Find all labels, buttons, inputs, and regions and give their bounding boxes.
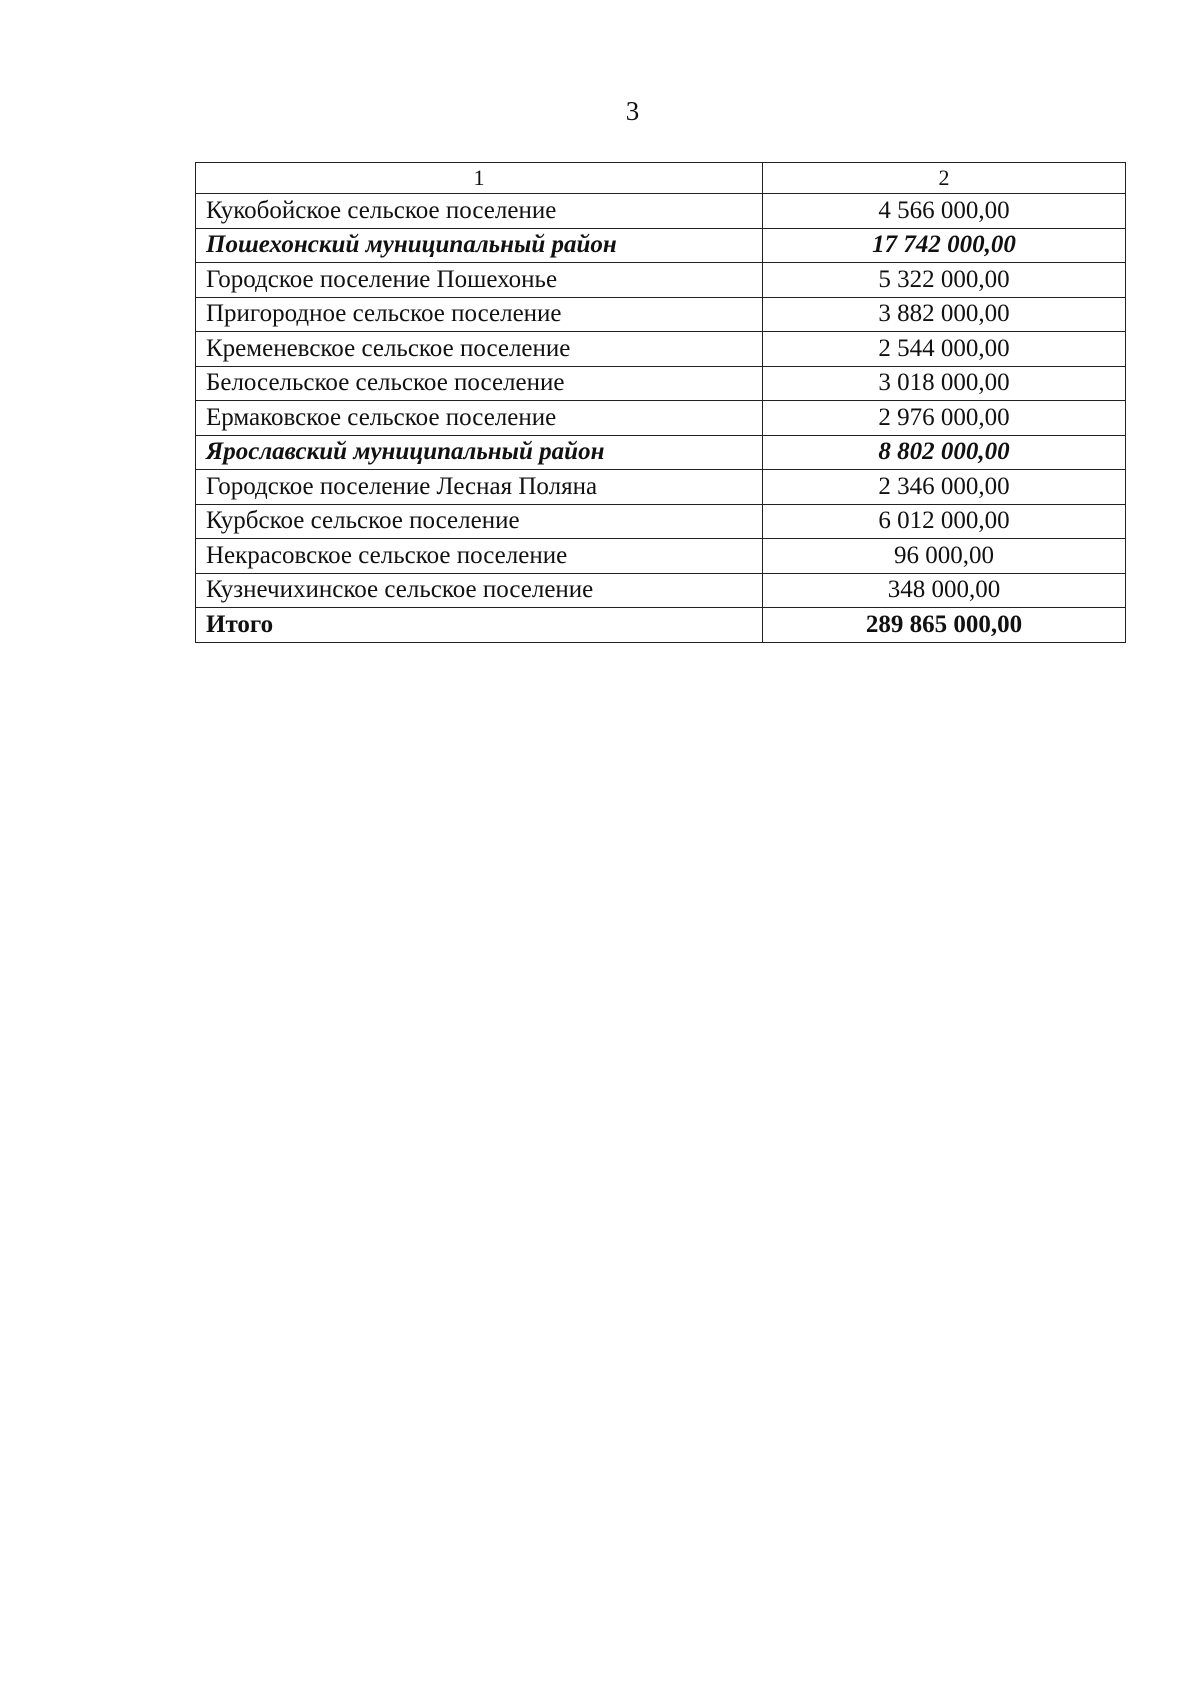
table-row (196, 332, 1126, 367)
column-number-2: 2 (763, 163, 1126, 194)
row-name: Кузнечихинское сельское поселение (196, 573, 763, 608)
table-row (196, 573, 1126, 608)
row-amount: 2 544 000,00 (763, 332, 1126, 367)
row-amount: 2 346 000,00 (763, 470, 1126, 505)
table-row (196, 539, 1126, 574)
district-name: Пошехонский муниципальный район (196, 228, 763, 263)
district-row (196, 435, 1126, 470)
table-row (196, 263, 1126, 298)
total-label: Итого (196, 608, 763, 643)
table-row (196, 194, 1126, 229)
table-row (196, 470, 1126, 505)
row-amount: 2 976 000,00 (763, 401, 1126, 436)
row-amount: 6 012 000,00 (763, 504, 1126, 539)
row-name: Городское поселение Пошехонье (196, 263, 763, 298)
district-amount: 17 742 000,00 (763, 228, 1126, 263)
table-row (196, 401, 1126, 436)
row-amount: 3 882 000,00 (763, 297, 1126, 332)
table-row (196, 366, 1126, 401)
district-row (196, 228, 1126, 263)
page-number: 3 (625, 96, 640, 126)
row-name: Кременевское сельское поселение (196, 332, 763, 367)
row-name: Некрасовское сельское поселение (196, 539, 763, 574)
row-name: Курбское сельское поселение (196, 504, 763, 539)
row-amount: 4 566 000,00 (763, 194, 1126, 229)
row-amount: 5 322 000,00 (763, 263, 1126, 298)
row-name: Белосельское сельское поселение (196, 366, 763, 401)
row-amount: 3 018 000,00 (763, 366, 1126, 401)
table-row (196, 504, 1126, 539)
column-number-1: 1 (196, 163, 763, 194)
row-name: Кукобойское сельское поселение (196, 194, 763, 229)
row-name: Городское поселение Лесная Поляна (196, 470, 763, 505)
total-amount: 289 865 000,00 (763, 608, 1126, 643)
table-header-row (196, 163, 1126, 194)
district-amount: 8 802 000,00 (763, 435, 1126, 470)
row-amount: 96 000,00 (763, 539, 1126, 574)
row-name: Ермаковское сельское поселение (196, 401, 763, 436)
table-row (196, 297, 1126, 332)
budget-table (195, 162, 1126, 643)
row-name: Пригородное сельское поселение (196, 297, 763, 332)
district-name: Ярославский муниципальный район (196, 435, 763, 470)
total-row (196, 608, 1126, 643)
row-amount: 348 000,00 (763, 573, 1126, 608)
